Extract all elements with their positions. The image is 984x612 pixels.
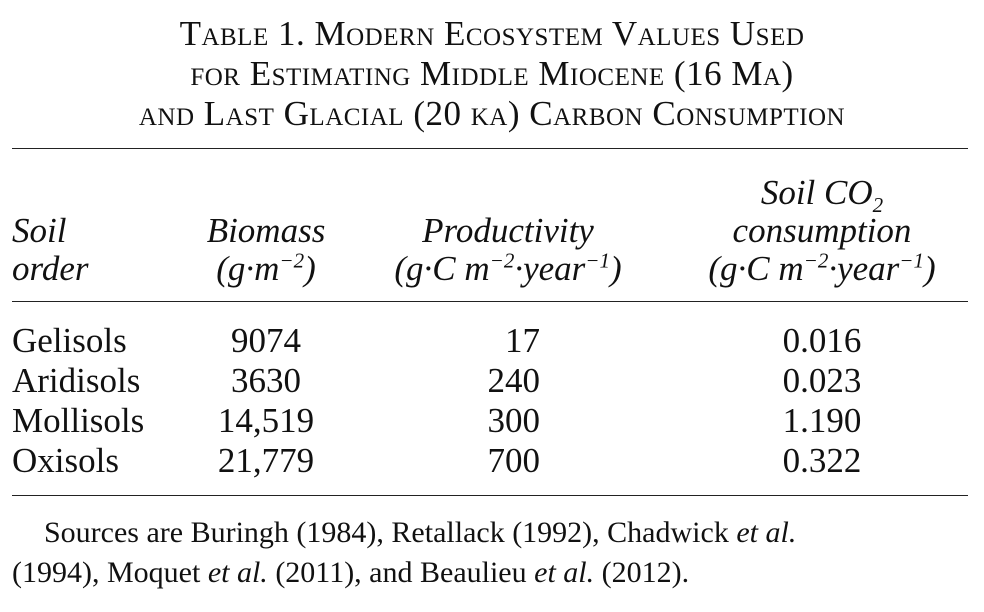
header-co2-line-1 — [672, 173, 972, 217]
cell-soil-order: Aridisols — [12, 361, 141, 400]
cell-productivity: 17 — [505, 321, 540, 360]
header-co2-subscript: 2 — [872, 193, 884, 217]
header-productivity — [358, 212, 658, 288]
cell-soil-order: Gelisols — [12, 321, 127, 360]
table-title-line-3: and Last Glacial (20 ka) Carbon Consumption — [138, 94, 846, 133]
unit-exponent: −2 — [803, 248, 829, 273]
table-title — [0, 14, 984, 134]
unit-part: ) — [609, 249, 622, 288]
unit-exponent: −1 — [899, 248, 924, 273]
cell-biomass: 21,779 — [217, 441, 315, 480]
header-co2-text: Soil CO — [760, 173, 873, 212]
cell-biomass: 9074 — [231, 321, 301, 360]
unit-exponent: −1 — [585, 248, 610, 273]
footnote-line-2 — [12, 553, 970, 593]
header-co2-unit — [672, 250, 972, 288]
header-biomass-line-1: Biomass — [206, 211, 326, 250]
table-title-line-1: Table 1. Modern Ecosystem Values Used — [179, 14, 805, 53]
bottom-rule — [12, 495, 968, 496]
unit-part: (g·C m — [708, 249, 804, 288]
footnote-text: (2012). — [594, 556, 690, 589]
unit-part: ·year — [828, 249, 900, 288]
footnote-text: (1994), Moquet — [12, 556, 208, 589]
header-co2-line-2: consumption — [732, 211, 912, 250]
cell-biomass: 3630 — [231, 361, 301, 400]
table-footnote — [12, 513, 970, 593]
cell-co2-consumption: 1.190 — [782, 401, 862, 440]
unit-part: ·year — [514, 249, 586, 288]
header-productivity-line-1: Productivity — [422, 211, 594, 250]
cell-co2-consumption: 0.322 — [782, 441, 862, 480]
unit-part: ) — [923, 249, 936, 288]
header-soil-order — [12, 212, 88, 288]
header-productivity-unit — [358, 250, 658, 288]
header-soil-order-line-1: Soil — [12, 211, 67, 250]
header-biomass — [186, 212, 346, 288]
unit-exponent: −2 — [489, 248, 515, 273]
cell-productivity: 300 — [487, 401, 540, 440]
cell-co2-consumption: 0.016 — [782, 321, 862, 360]
footnote-et-al: et al. — [736, 516, 797, 549]
footnote-text: (2011), and Beaulieu — [267, 556, 535, 589]
cell-soil-order: Mollisols — [12, 401, 145, 440]
header-rule — [12, 301, 968, 302]
header-soil-order-line-2: order — [12, 249, 89, 288]
cell-soil-order: Oxisols — [12, 441, 119, 480]
cell-co2-consumption: 0.023 — [782, 361, 862, 400]
top-rule — [12, 148, 968, 149]
unit-exponent: −2 — [279, 248, 305, 273]
table-title-line-2: for Estimating Middle Miocene (16 Ma) — [190, 54, 794, 93]
cell-productivity: 240 — [487, 361, 540, 400]
footnote-et-al: et al. — [207, 556, 268, 589]
unit-part: (g·m — [216, 249, 280, 288]
unit-part: ) — [304, 249, 316, 288]
cell-biomass: 14,519 — [217, 401, 315, 440]
footnote-et-al: et al. — [534, 556, 595, 589]
cell-productivity: 700 — [487, 441, 540, 480]
unit-part: (g·C m — [394, 249, 490, 288]
header-biomass-unit — [186, 250, 346, 288]
footnote-line-1 — [12, 513, 970, 553]
footnote-text: Sources are Buringh (1984), Retallack (1992), Chadwick — [44, 516, 737, 549]
header-co2-consumption — [672, 174, 972, 288]
